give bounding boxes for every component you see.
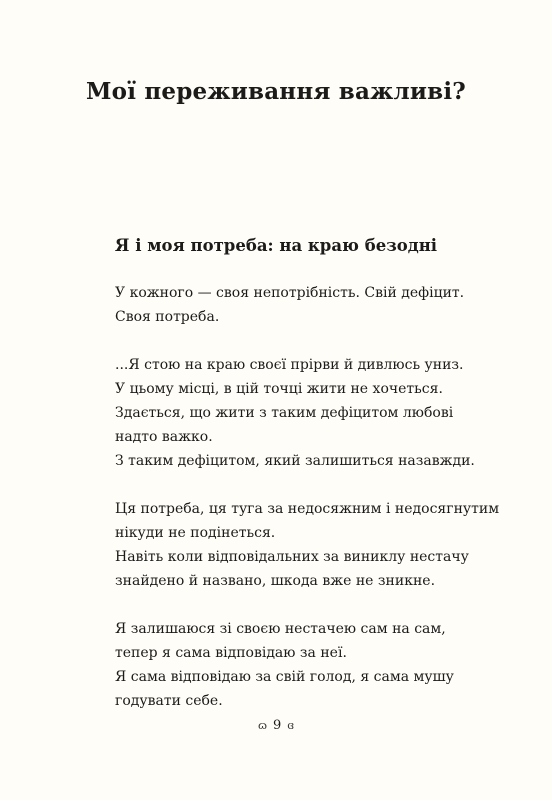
page-footer <box>0 717 552 734</box>
section-title: Я і моя потреба: на краю безодні <box>114 236 438 255</box>
text-line: У цьому місці, в цій точці жити не хочеться. <box>115 381 443 397</box>
stanza-2 <box>115 353 515 473</box>
stanza-4 <box>115 617 515 713</box>
text-line: годувати себе. <box>115 693 223 709</box>
text-line: Своя потреба. <box>115 309 220 325</box>
text-line: Ця потреба, ця туга за недосяжним і недосягнутим <box>115 501 500 517</box>
text-line: нікуди не подінеться. <box>115 525 276 541</box>
stanza-3 <box>115 497 515 593</box>
text-line: Я залишаюся зі своєю нестачею сам на сам, <box>115 621 446 637</box>
text-line: надто важко. <box>115 429 213 445</box>
stanza-1 <box>115 281 515 329</box>
text-line: тепер я сама відповідаю за неї. <box>115 645 347 661</box>
ornament-left-icon: ɷ <box>257 719 268 732</box>
body-text <box>115 281 515 737</box>
text-line: Здається, що жити з таким дефіцитом любові <box>115 405 454 421</box>
text-line: З таким дефіцитом, який залишиться назавжди. <box>115 453 475 469</box>
ornament-right-icon: ɞ <box>287 719 295 732</box>
text-line: Я сама відповідаю за свій голод, я сама мушу <box>115 669 454 685</box>
text-line: Навіть коли відповідальних за виниклу нестачу <box>115 549 469 565</box>
text-line: У кожного — своя непотрібність. Свій дефіцит. <box>115 285 465 301</box>
chapter-title: Мої переживання важливі? <box>86 78 466 105</box>
page-number: 9 <box>273 718 282 733</box>
text-line: ...Я стою на краю своєї прірви й дивлюсь униз. <box>115 357 464 373</box>
text-line: знайдено й названо, шкода вже не зникне. <box>115 573 436 589</box>
